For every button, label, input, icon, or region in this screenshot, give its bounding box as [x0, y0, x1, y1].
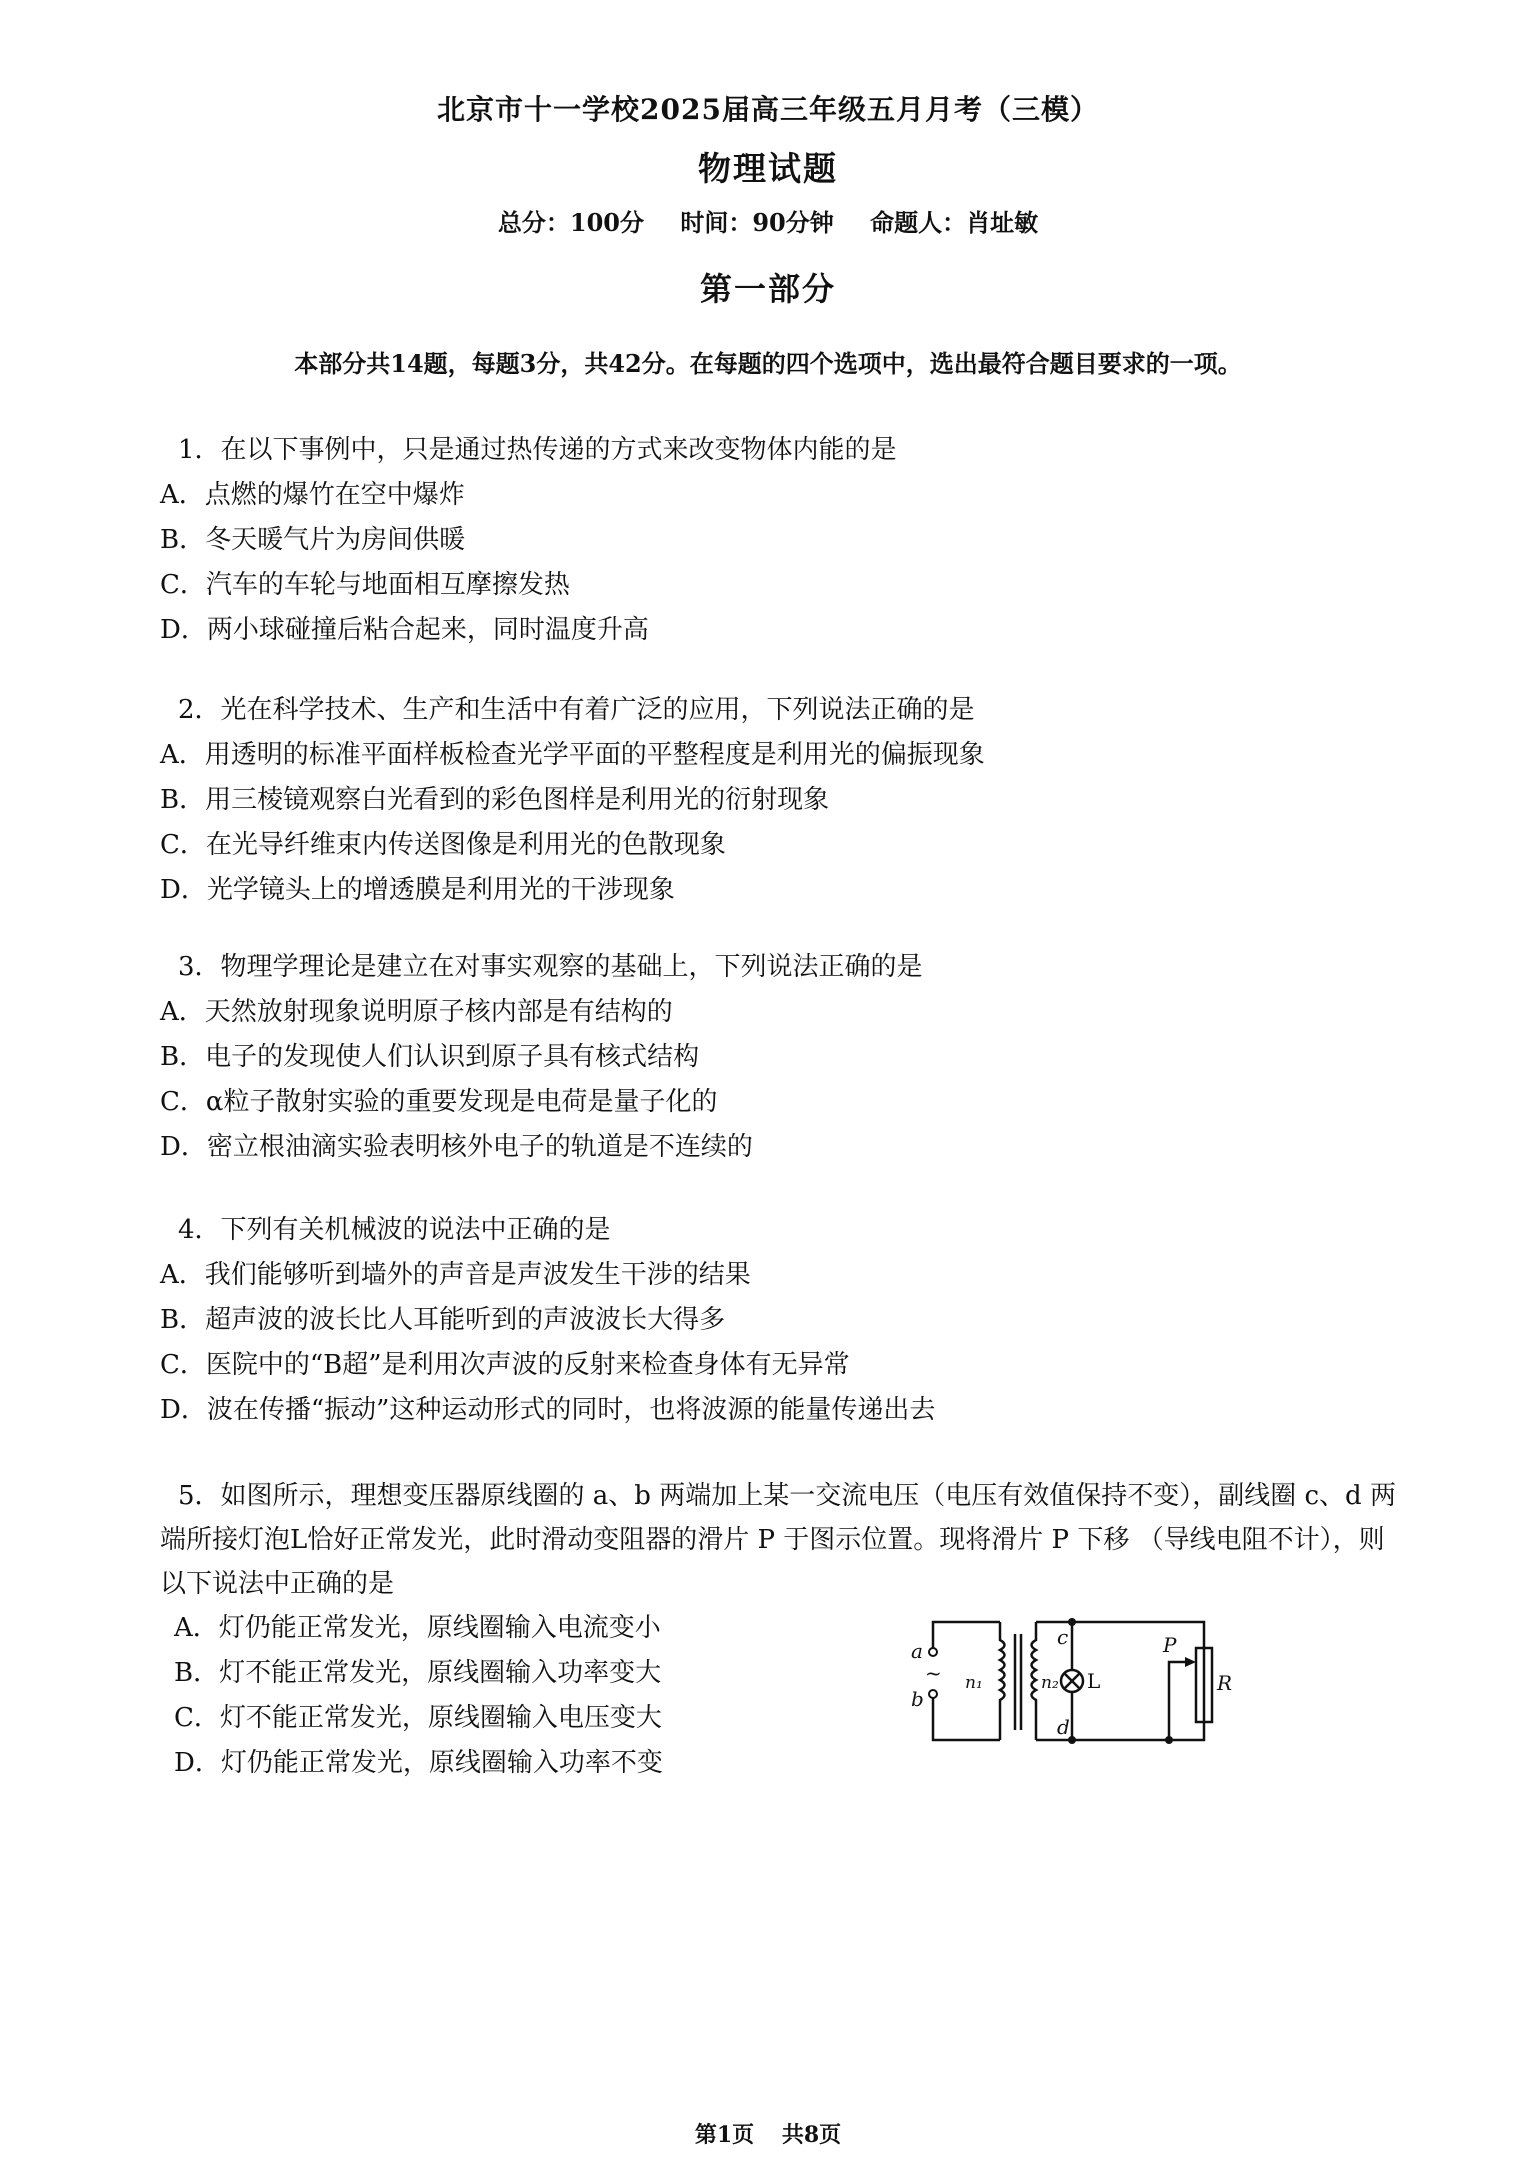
- school-title: 北京市十一学校2025届高三年级五月月考（三模）: [437, 93, 1099, 126]
- option-b: B．电子的发现使人们认识到原子具有核式结构: [160, 1042, 700, 1072]
- option-c: C．α粒子散射实验的重要发现是电荷是量子化的: [160, 1087, 718, 1117]
- question-stem: 5．如图所示，理想变压器原线圈的 a、b 两端加上某一交流电压（电压有效值保持不变），副线圈 c、d 两端所接灯泡L恰好正常发光，此时滑动变阻器的滑片 P 于图示位置。现将滑片 P 下移 （导线电阻不计），则以下说法中正确的是: [160, 1481, 1396, 1599]
- label-n1: n₁: [965, 1673, 983, 1693]
- primary-coil: [1000, 1622, 1005, 1740]
- page-total: 共8页: [781, 2122, 842, 2148]
- exam-meta: [0, 203, 1536, 238]
- primary-wire-bottom: [933, 1698, 1000, 1740]
- author: 命题人：肖址敏: [870, 208, 1039, 237]
- option-a: A．用透明的标准平面样板检查光学平面的平整程度是利用光的偏振现象: [160, 740, 985, 770]
- terminal-b: [929, 1690, 937, 1698]
- question-stem: 1．在以下事例中，只是通过热传递的方式来改变物体内能的是: [178, 435, 897, 465]
- option-d: D．光学镜头上的增透膜是利用光的干涉现象: [160, 875, 675, 905]
- terminal-a: [929, 1648, 937, 1656]
- label-lamp: L: [1087, 1669, 1101, 1693]
- page-number: 第1页: [694, 2122, 755, 2148]
- primary-wire-top: [933, 1622, 1000, 1648]
- option-b: B．灯不能正常发光，原线圈输入功率变大: [174, 1658, 662, 1688]
- question-3: [160, 945, 1400, 1170]
- label-p: P: [1163, 1633, 1177, 1657]
- option-a: A．点燃的爆竹在空中爆炸: [160, 480, 465, 510]
- option-c: C．灯不能正常发光，原线圈输入电压变大: [174, 1703, 662, 1733]
- question-2: [160, 688, 1400, 913]
- option-b: B．超声波的波长比人耳能听到的声波波长大得多: [160, 1305, 726, 1335]
- time-limit: 时间：90分钟: [680, 208, 834, 237]
- label-r: R: [1217, 1671, 1233, 1695]
- question-stem: 3．物理学理论是建立在对事实观察的基础上，下列说法正确的是: [178, 952, 923, 982]
- total-score: 总分：100分: [497, 208, 644, 237]
- part-title: 第一部分: [699, 270, 836, 308]
- slider-arrow: [1185, 1657, 1196, 1667]
- page-footer: [0, 2118, 1536, 2149]
- option-a: A．天然放射现象说明原子核内部是有结构的: [160, 997, 673, 1027]
- label-n2: n₂: [1041, 1673, 1059, 1693]
- label-b: b: [911, 1687, 924, 1711]
- secondary-coil: [1032, 1622, 1037, 1740]
- option-c: C．汽车的车轮与地面相互摩擦发热: [160, 570, 570, 600]
- option-c: C．医院中的“B超”是利用次声波的反射来检查身体有无异常: [160, 1350, 850, 1380]
- option-c: C．在光导纤维束内传送图像是利用光的色散现象: [160, 830, 726, 860]
- question-stem: 4．下列有关机械波的说法中正确的是: [178, 1215, 611, 1245]
- option-d: D．灯仍能正常发光，原线圈输入功率不变: [174, 1748, 663, 1778]
- label-c: c: [1057, 1625, 1069, 1649]
- label-ac-source: ~: [925, 1661, 942, 1685]
- rheostat-slider-wire: [1169, 1662, 1187, 1740]
- transformer-circuit-diagram: [905, 1608, 1235, 1758]
- subject-title: 物理试题: [698, 149, 838, 188]
- question-4: [160, 1208, 1400, 1433]
- part-instructions: 本部分共14题，每题3分，共42分。在每题的四个选项中，选出最符合题目要求的一项。: [294, 349, 1242, 378]
- question-stem: 2．光在科学技术、生产和生活中有着广泛的应用，下列说法正确的是: [178, 695, 975, 725]
- option-d: D．密立根油滴实验表明核外电子的轨道是不连续的: [160, 1132, 753, 1162]
- option-b: B．冬天暖气片为房间供暖: [160, 525, 466, 555]
- option-d: D．波在传播“振动”这种运动形式的同时，也将波源的能量传递出去: [160, 1395, 936, 1425]
- option-b: B．用三棱镜观察白光看到的彩色图样是利用光的衍射现象: [160, 785, 830, 815]
- option-a: A．我们能够听到墙外的声音是声波发生干涉的结果: [160, 1260, 751, 1290]
- option-a: A．灯仍能正常发光，原线圈输入电流变小: [174, 1613, 661, 1643]
- label-a: a: [911, 1639, 923, 1663]
- option-d: D．两小球碰撞后粘合起来，同时温度升高: [160, 615, 649, 645]
- question-1: [160, 428, 1400, 653]
- label-d: d: [1057, 1715, 1070, 1739]
